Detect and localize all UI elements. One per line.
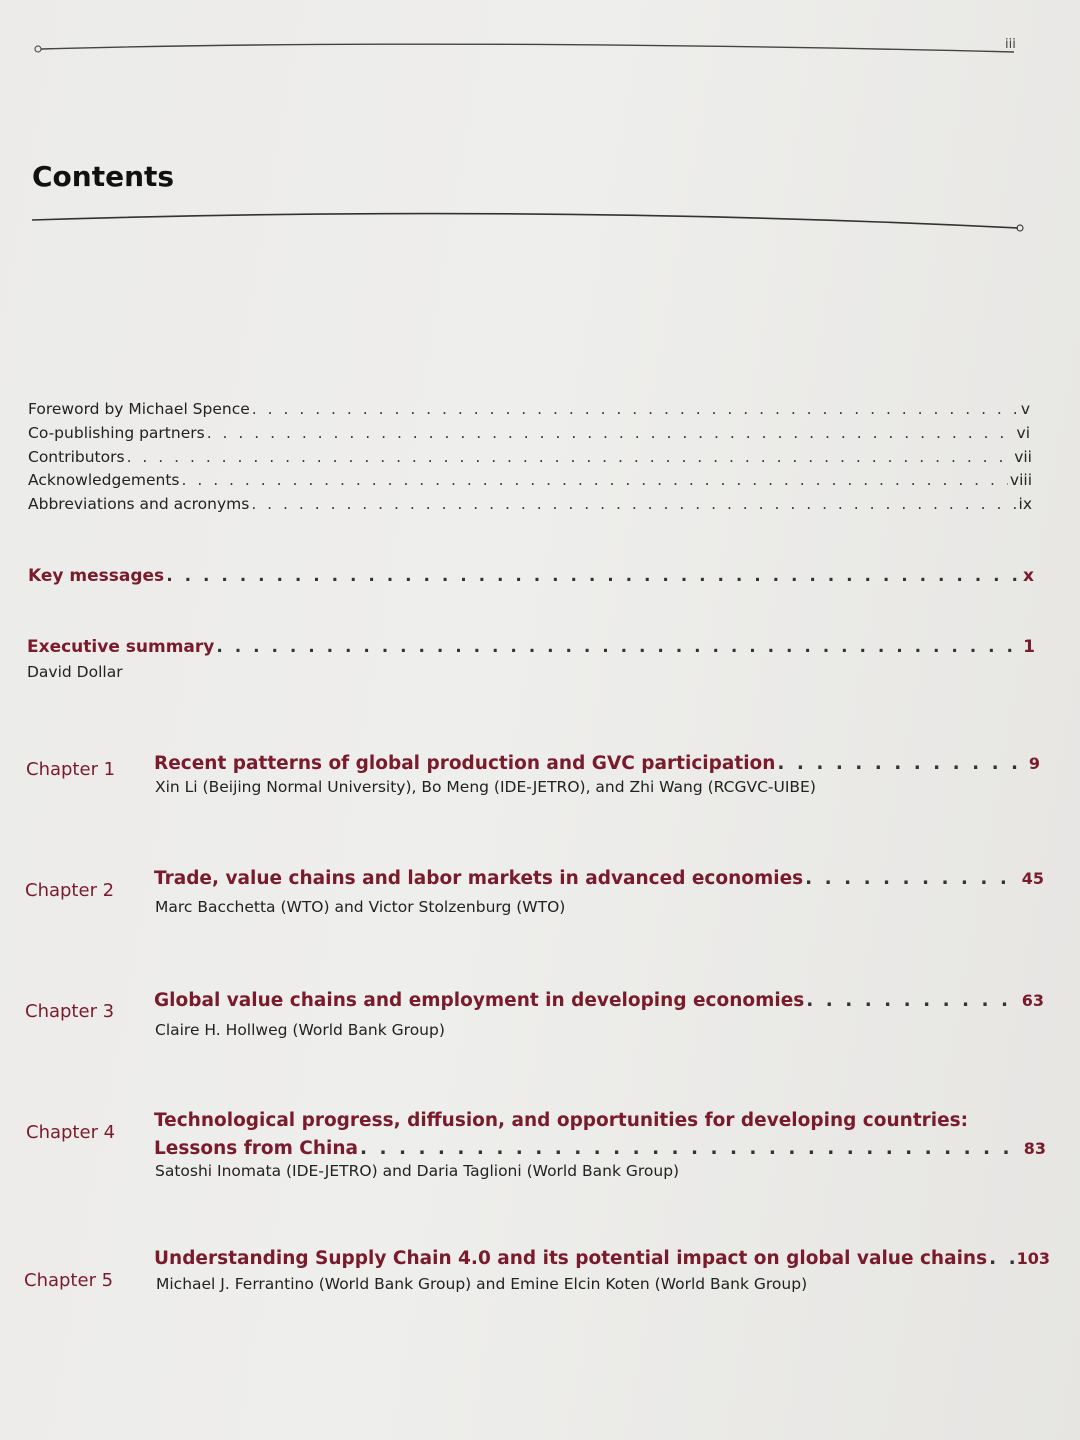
entry-label: Acknowledgements (28, 471, 180, 489)
executive-summary-author: David Dollar (27, 663, 123, 681)
chapter-4-label: Chapter 4 (26, 1122, 116, 1143)
contents-title: Contents (32, 160, 175, 193)
entry-label: Co-publishing partners (28, 424, 205, 442)
chapter-1-label: Chapter 1 (26, 759, 116, 780)
leader-dots (216, 637, 1021, 657)
leader-dots (252, 400, 1019, 418)
entry-page: v (1020, 400, 1030, 418)
entry-page: ix (1018, 495, 1032, 513)
entry-label: Foreword by Michael Spence (28, 400, 250, 418)
chapter-1-authors: Xin Li (Beijing Normal University), Bo Meng (IDE-JETRO), and Zhi Wang (RCGVC-UIBE) (155, 778, 816, 796)
toc-entry-chapter-2[interactable] (154, 868, 1044, 889)
leader-dots (251, 495, 1016, 513)
toc-entry-acknowledgements[interactable] (28, 471, 1032, 489)
entry-label: Executive summary (27, 637, 215, 657)
toc-entry-chapter-1[interactable] (154, 753, 1040, 774)
leader-dots (806, 990, 1019, 1011)
leader-dots (360, 1138, 1022, 1159)
entry-page: 83 (1023, 1139, 1046, 1158)
chapter-4-authors: Satoshi Inomata (IDE-JETRO) and Daria Taglioni (World Bank Group) (155, 1162, 680, 1180)
chapter-2-label: Chapter 2 (25, 880, 115, 901)
entry-page: 1 (1023, 637, 1035, 657)
entry-label: Trade, value chains and labor markets in advanced economies (154, 868, 804, 889)
leader-dots (805, 868, 1020, 889)
page-number: iii (1005, 37, 1016, 52)
entry-page: x (1023, 566, 1034, 586)
toc-entry-contributors[interactable] (28, 448, 1032, 466)
chapter-5-label: Chapter 5 (24, 1270, 114, 1291)
entry-page: viii (1009, 471, 1032, 489)
leader-dots (127, 448, 1013, 466)
toc-entry-key-messages[interactable] (28, 566, 1034, 586)
toc-entry-executive-summary[interactable] (27, 637, 1035, 657)
chapter-4-title-line1[interactable]: Technological progress, diffusion, and opportunities for developing countries: (154, 1110, 969, 1131)
entry-page: vi (1016, 424, 1030, 442)
chapter-3-label: Chapter 3 (25, 1001, 115, 1022)
entry-page: 45 (1021, 869, 1044, 888)
leader-dots (777, 753, 1026, 774)
leader-dots (207, 424, 1015, 442)
toc-entry-chapter-4[interactable] (154, 1138, 1046, 1159)
chapter-2-authors: Marc Bacchetta (WTO) and Victor Stolzenburg (WTO) (155, 898, 566, 916)
entry-label: Key messages (28, 566, 165, 586)
toc-entry-chapter-3[interactable] (154, 990, 1044, 1011)
entry-page: 63 (1021, 991, 1044, 1010)
entry-label: Abbreviations and acronyms (28, 495, 250, 513)
chapter-5-authors: Michael J. Ferrantino (World Bank Group) and Emine Elcin Koten (World Bank Group) (156, 1275, 808, 1293)
leader-dots (181, 471, 1007, 489)
toc-entry-foreword[interactable] (28, 400, 1030, 418)
entry-label: Lessons from China (154, 1138, 359, 1159)
chapter-3-authors: Claire H. Hollweg (World Bank Group) (155, 1021, 445, 1039)
leader-dots (166, 566, 1021, 586)
entry-page: 9 (1028, 754, 1040, 773)
entry-label: Understanding Supply Chain 4.0 and its potential impact on global value chains (154, 1248, 988, 1269)
entry-page: 103 (1016, 1249, 1050, 1268)
toc-entry-chapter-5[interactable] (154, 1248, 1050, 1269)
toc-entry-abbreviations[interactable] (28, 495, 1032, 513)
leader-dots (989, 1248, 1014, 1269)
toc-entry-co-publishing[interactable] (28, 424, 1030, 442)
entry-page: vii (1014, 448, 1032, 466)
entry-label: Contributors (28, 448, 125, 466)
entry-label: Global value chains and employment in developing economies (154, 990, 805, 1011)
entry-label: Recent patterns of global production and GVC participation (154, 753, 776, 774)
